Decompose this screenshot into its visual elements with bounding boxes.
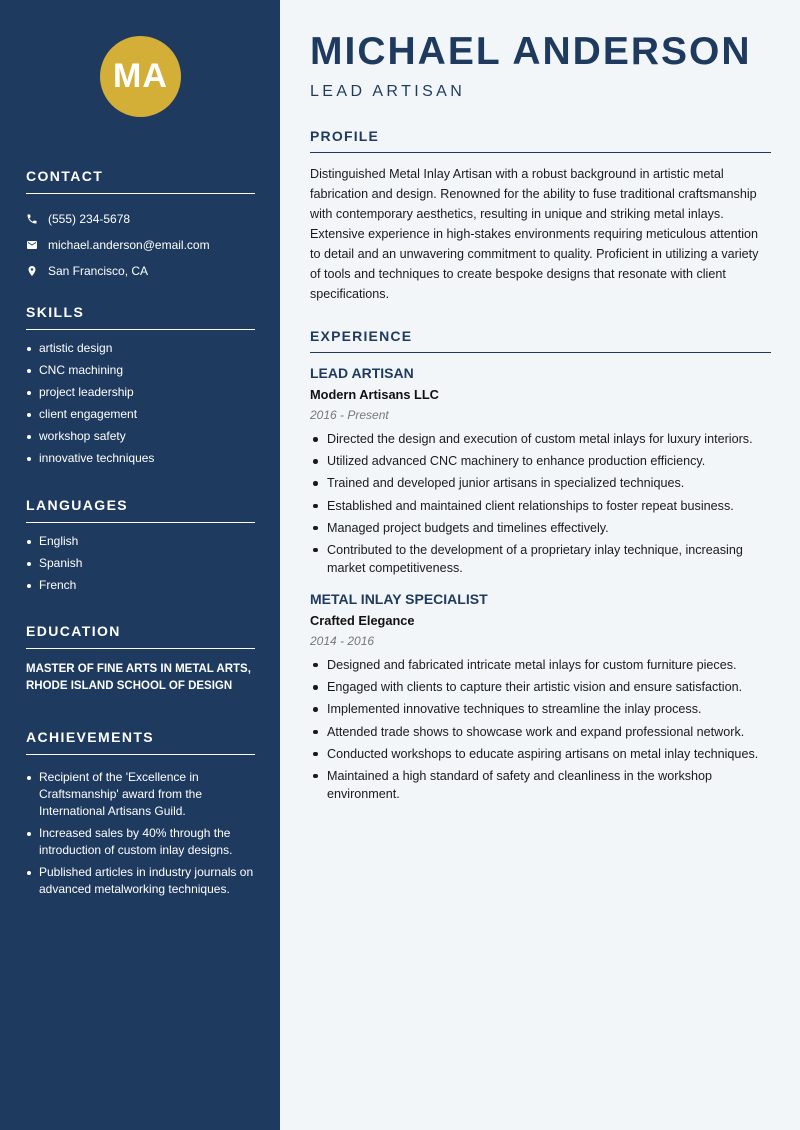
education-section — [26, 623, 255, 695]
contact-location-text: San Francisco, CA — [48, 264, 149, 278]
job-role: METAL INLAY SPECIALIST — [310, 590, 488, 607]
skills-list — [26, 340, 255, 467]
achievement-item: Increased sales by 40% through the introduction of custom inlay designs. — [26, 825, 255, 859]
achievement-item: Published articles in industry journals on advanced metalworking techniques. — [26, 864, 255, 898]
job-role: LEAD ARTISAN — [310, 365, 414, 381]
experience-section — [310, 328, 771, 807]
contact-phone-text[interactable]: (555) 234-5678 — [48, 212, 131, 226]
job-bullet: Established and maintained client relationships to foster repeat business. — [310, 497, 771, 515]
skill-item: client engagement — [26, 406, 255, 423]
email-icon — [26, 239, 48, 251]
job-bullets — [310, 430, 771, 577]
contact-section — [26, 168, 255, 284]
avatar: MA — [100, 36, 181, 117]
location-pin-icon — [26, 265, 48, 277]
job-bullet: Utilized advanced CNC machinery to enhance production efficiency. — [310, 452, 771, 470]
achievements-heading: ACHIEVEMENTS — [26, 729, 255, 755]
job-company: Crafted Elegance — [310, 612, 415, 628]
languages-section — [26, 497, 255, 599]
contact-heading: CONTACT — [26, 168, 255, 194]
phone-icon — [26, 213, 48, 225]
job-bullet: Trained and developed junior artisans in specialized techniques. — [310, 474, 771, 492]
language-item: English — [26, 533, 255, 550]
job-bullet: Implemented innovative techniques to streamline the inlay process. — [310, 700, 771, 718]
main-content — [280, 0, 800, 1130]
job-dates: 2014 - 2016 — [310, 633, 375, 648]
job-dates: 2016 - Present — [310, 408, 389, 422]
contact-phone — [26, 206, 255, 232]
contact-email-text[interactable]: michael.anderson@email.com — [48, 238, 210, 252]
job-bullet: Designed and fabricated intricate metal inlays for custom furniture pieces. — [310, 656, 771, 674]
skills-section — [26, 304, 255, 472]
skills-heading: SKILLS — [26, 304, 255, 330]
contact-email — [26, 232, 255, 258]
candidate-name: MICHAEL ANDERSON — [310, 30, 752, 73]
sidebar — [0, 0, 280, 1130]
job-bullet: Engaged with clients to capture their artistic vision and ensure satisfaction. — [310, 678, 771, 696]
job-bullet: Maintained a high standard of safety and cleanliness in the workshop environment. — [310, 767, 771, 803]
education-heading: EDUCATION — [26, 623, 255, 649]
language-item: French — [26, 577, 255, 594]
skill-item: innovative techniques — [26, 450, 255, 467]
skill-item: artistic design — [26, 340, 255, 357]
profile-summary: Distinguished Metal Inlay Artisan with a robust background in artistic metal fabrication and design. Renowned for the ability to fuse traditional craftsmanship with contemporary aesthetics, resulting in unique and striking metal inlays. Extensive experience in high-stakes environments requiring meticulous attention to detail and an unwavering commitment to quality. Proficient in utilizing a variety of tools and techniques to create bespoke designs that resonate with client specifications. — [310, 167, 759, 301]
skill-item: project leadership — [26, 384, 255, 401]
languages-heading: LANGUAGES — [26, 497, 255, 523]
job-bullets — [310, 656, 771, 803]
languages-list — [26, 533, 255, 594]
contact-list — [26, 206, 255, 284]
candidate-title: LEAD ARTISAN — [310, 83, 466, 100]
skill-item: workshop safety — [26, 428, 255, 445]
job-bullet: Contributed to the development of a proprietary inlay technique, increasing market competitiveness. — [310, 541, 771, 577]
achievements-list — [26, 769, 255, 898]
skill-item: CNC machining — [26, 362, 255, 379]
job-company: Modern Artisans LLC — [310, 387, 439, 402]
education-degree: MASTER OF FINE ARTS IN METAL ARTS, RHODE ISLAND SCHOOL OF DESIGN — [26, 663, 251, 692]
contact-location — [26, 258, 255, 284]
job-bullet: Managed project budgets and timelines effectively. — [310, 519, 771, 537]
job-bullet: Conducted workshops to educate aspiring artisans on metal inlay techniques. — [310, 745, 771, 763]
achievements-section — [26, 729, 255, 903]
job-entry — [310, 591, 771, 803]
job-entry — [310, 365, 771, 577]
achievement-item: Recipient of the 'Excellence in Craftsmanship' award from the International Artisans Guild. — [26, 769, 255, 820]
experience-heading: EXPERIENCE — [310, 328, 771, 353]
profile-section — [310, 128, 771, 304]
job-bullet: Attended trade shows to showcase work and expand professional network. — [310, 723, 771, 741]
profile-heading: PROFILE — [310, 128, 771, 153]
job-bullet: Directed the design and execution of custom metal inlays for luxury interiors. — [310, 430, 771, 448]
language-item: Spanish — [26, 555, 255, 572]
